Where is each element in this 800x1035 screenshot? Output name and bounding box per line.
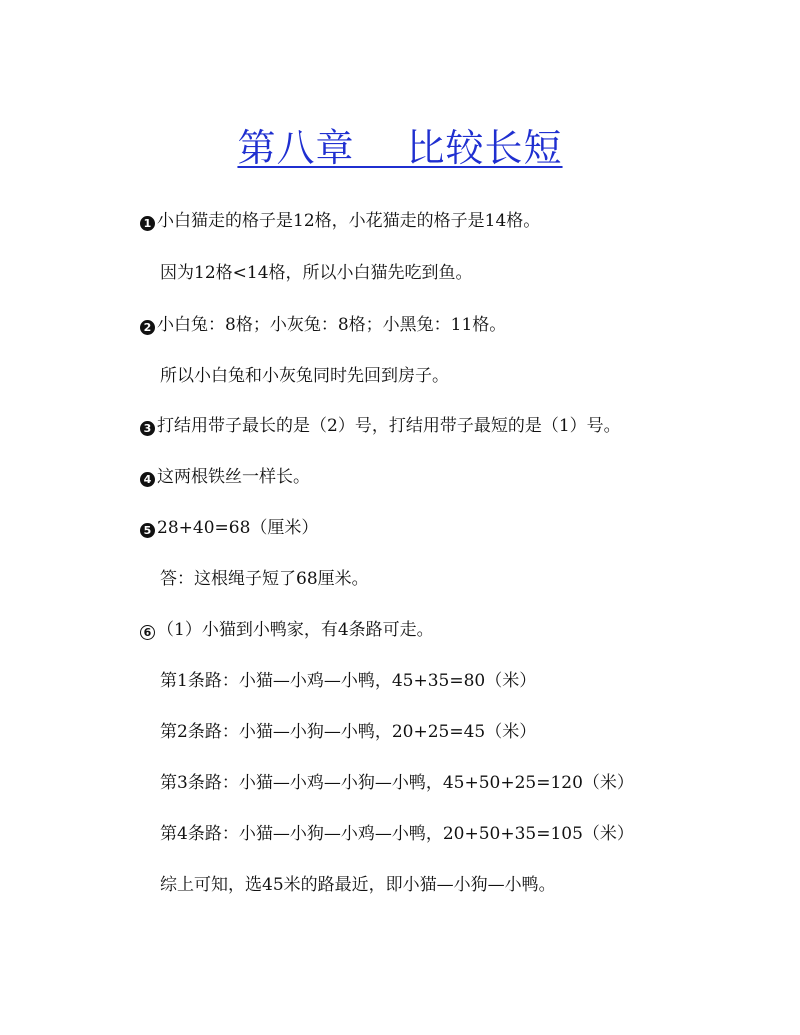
item-text: 28+40=68（厘米） bbox=[157, 518, 319, 538]
item-5-line bbox=[140, 516, 318, 540]
item-text: （1）小猫到小鸭家，有4条路可走。 bbox=[157, 620, 434, 640]
item-1-line bbox=[140, 209, 540, 233]
number-marker-1: 1 bbox=[140, 216, 155, 231]
item-text: 所以小白兔和小灰兔同时先回到房子。 bbox=[160, 366, 449, 386]
item-4-line bbox=[140, 465, 310, 489]
item-1-explanation bbox=[160, 261, 473, 285]
item-text: 这两根铁丝一样长。 bbox=[157, 467, 310, 487]
item-text: 综上可知，选45米的路最近，即小猫—小狗—小鸭。 bbox=[160, 875, 556, 895]
item-text: 第2条路：小猫—小狗—小鸭，20+25=45（米） bbox=[160, 722, 537, 742]
chapter-title: 第八章 比较长短 bbox=[237, 126, 563, 170]
item-text: 小白猫走的格子是12格，小花猫走的格子是14格。 bbox=[157, 211, 541, 231]
route-4-line bbox=[160, 822, 634, 846]
item-text: 因为12格<14格，所以小白猫先吃到鱼。 bbox=[160, 263, 473, 283]
item-5-answer bbox=[160, 567, 369, 591]
number-marker-4: 4 bbox=[140, 472, 155, 487]
item-2-explanation bbox=[160, 364, 449, 388]
item-text: 答：这根绳子短了68厘米。 bbox=[160, 569, 369, 589]
number-marker-5: 5 bbox=[140, 523, 155, 538]
conclusion-line bbox=[160, 873, 556, 897]
item-text: 第1条路：小猫—小鸡—小鸭，45+35=80（米） bbox=[160, 671, 537, 691]
item-text: 打结用带子最长的是（2）号，打结用带子最短的是（1）号。 bbox=[157, 416, 621, 436]
route-3-line bbox=[160, 771, 634, 795]
number-marker-6: 6 bbox=[140, 625, 155, 640]
item-6-line bbox=[140, 618, 434, 642]
item-text: 第3条路：小猫—小鸡—小狗—小鸭，45+50+25=120（米） bbox=[160, 773, 634, 793]
item-3-line bbox=[140, 414, 621, 438]
route-1-line bbox=[160, 669, 536, 693]
number-marker-3: 3 bbox=[140, 421, 155, 436]
route-2-line bbox=[160, 720, 536, 744]
item-2-line bbox=[140, 313, 506, 337]
number-marker-2: 2 bbox=[140, 320, 155, 335]
item-text: 小白兔：8格；小灰兔：8格；小黑兔：11格。 bbox=[157, 315, 507, 335]
item-text: 第4条路：小猫—小狗—小鸡—小鸭，20+50+35=105（米） bbox=[160, 824, 634, 844]
